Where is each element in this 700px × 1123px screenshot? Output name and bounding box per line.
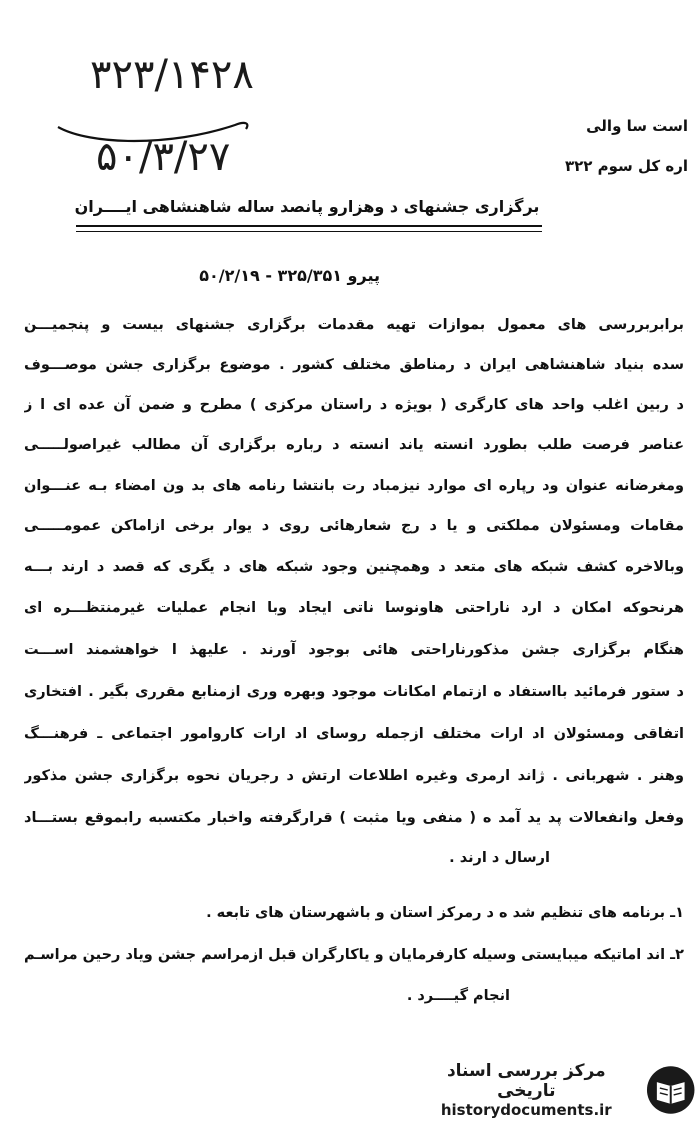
body-line: ومغرضانه عنوان ود رپاره ای موارد نیزمباد رت بانتشا رنامه های بد ون امضاء بـه عنـــوان — [24, 478, 684, 494]
archive-watermark — [416, 1062, 696, 1118]
body-line: وهنر . شهربانی . ژاند ارمری وغیره اطلاعات ارتش د رجریان نحوه برگزاری جشن مذکور — [24, 768, 684, 784]
reference-number: ۳۲۳/۱۴۲۸ — [90, 52, 254, 98]
body-line: سده بنیاد شاهنشاهی ایران د رمناطق مختلف کشور . موضوع برگزاری جشن موصـــوف — [24, 357, 684, 373]
body-line: مقامات ومسئولان مملکتی و یا د رج شعارهائی روی د یوار برخی ازاماکن عمومـــــی — [24, 518, 684, 534]
book-logo-icon — [645, 1064, 696, 1116]
department-heading: اره کل سوم ۳۲۲ — [564, 157, 688, 175]
body-line: هنگام برگزاری جشن مذکورناراحتی هائی بوجود آورند . علیهذ ا خواهشمند اســـت — [24, 642, 684, 658]
list-item-1: ۱ـ برنامه های تنظیم شد ه د رمرکز استان و باشهرستان های تابعه . — [206, 905, 684, 921]
list-item-2-continuation: انجام گیــــرد . — [406, 988, 510, 1004]
body-line: هرنحوکه امکان د ارد ناراحتی هاونوسا ناتی ایجاد وبا انجام عملیات غیرمنتظـــره ای — [24, 600, 684, 616]
body-line: وبالاخره کشف شبکه های متعد د وهمچنین وجود شبکه های د یگری که قصد د ارند بـــه — [24, 559, 684, 575]
watermark-url: historydocuments.ir — [440, 1101, 612, 1119]
following-reference: پیرو ۳۲۵/۳۵۱ - ۵۰/۲/۱۹ — [199, 266, 380, 285]
body-line: وفعل وانفعالات پد ید آمد ه ( منفی ویا مثبت ) قرارگرفته واخبار مکتسبه رابموقع بستـــاد — [24, 810, 684, 826]
body-line: برابربررسی های معمول بموازات تهیه مقدمات برگزاری جشنهای بیست و پنجمیـــن — [24, 317, 684, 333]
body-closing-line: ارسال د ارند . — [449, 850, 550, 866]
watermark-title: مرکز بررسی اسناد تاریخی — [446, 1061, 606, 1101]
subject-title: برگزاری جشنهای د وهزارو پانصد ساله شاهنشاهی ایــــران — [74, 197, 540, 216]
office-heading: است سا والی — [586, 117, 688, 135]
subject-underline-second — [76, 231, 542, 232]
list-item-2: ۲ـ اند اماتیکه میبایستی وسیله کارفرمایان و یاکارگران قبل ازمراسم جشن ویاد رحین مراسـم — [24, 947, 684, 963]
document-date: ۵۰/۳/۲۷ — [96, 134, 231, 180]
body-line: د ستور فرمائید بااستفاد ه ازتمام امکانات موجود وبهره وری ازمنابع مقرری بگیر . افتخاری — [24, 684, 684, 700]
subject-underline — [76, 225, 542, 227]
body-line: اتفاقی ومسئولان اد ارات مختلف ازجمله روسای اد ارات کاروامور اجتماعی ـ فرهنـــگ — [24, 726, 684, 742]
body-line: عناصر فرصت طلب بطورد انسته یاند انسته د رباره برگزاری آن مطالب غیراصولـــــی — [24, 437, 684, 453]
body-line: د ربین اغلب واحد های کارگری ( بویژه د راستان مرکزی ) مطرح و ضمن آن عده ای ا ز — [24, 397, 684, 413]
